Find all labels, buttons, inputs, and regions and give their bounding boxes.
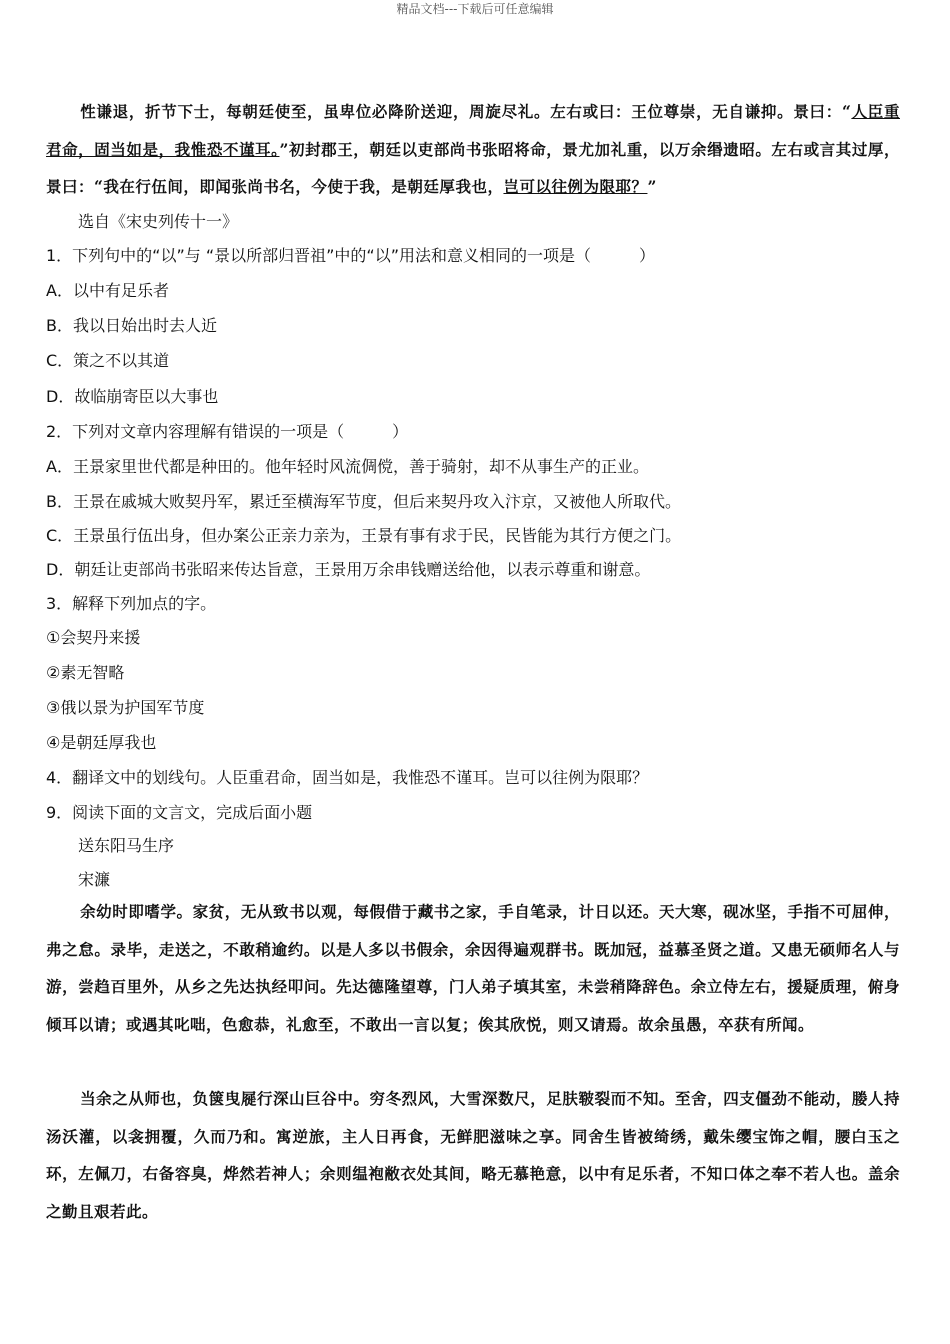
page-header: 精品文档---下载后可任意编辑 bbox=[396, 2, 554, 16]
q1-option-a: A．以中有足乐者 bbox=[46, 281, 169, 300]
question-1-stem: 1．下列句中的“以”与 “景以所部归晋祖”中的“以”用法和意义相同的一项是（ ） bbox=[46, 246, 656, 265]
essay-author: 宋濂 bbox=[78, 870, 111, 889]
q3-item-3: ③俄以景为护国军节度 bbox=[46, 698, 205, 717]
question-3-stem: 3．解释下列加点的字。 bbox=[46, 594, 217, 613]
q2-option-b: B．王景在戚城大败契丹军，累迁至横海军节度，但后来契丹攻入汴京，又被他人所取代。 bbox=[46, 492, 681, 511]
q1-option-d: D．故临崩寄臣以大事也 bbox=[46, 387, 219, 406]
q2-option-c: C．王景虽行伍出身，但办案公正亲力亲为，王景有事有求于民，民皆能为其行方便之门。 bbox=[46, 526, 682, 545]
underlined-sentence-1: 人臣重君命，固当如是，我惟恐不谨耳。 bbox=[46, 102, 900, 159]
question-9-stem: 9．阅读下面的文言文，完成后面小题 bbox=[46, 803, 313, 822]
essay-paragraph-2 bbox=[46, 1080, 900, 1230]
question-2-stem: 2．下列对文章内容理解有错误的一项是（ ） bbox=[46, 422, 409, 441]
passage-paragraph bbox=[46, 93, 900, 206]
dotted-char-hou: 厚 · bbox=[439, 177, 455, 196]
q3-item-4: ④是朝廷厚我也 bbox=[46, 733, 157, 752]
passage-text-e: 我也， bbox=[455, 177, 504, 196]
passage-text-g: ” bbox=[647, 177, 657, 196]
q2-option-d: D．朝廷让吏部尚书张昭来传达旨意，王景用万余串钱赠送给他，以表示尊重和谢意。 bbox=[46, 560, 651, 579]
essay-p2-text: 当余之从师也，负箧曳屣行深山巨谷中。穷冬烈风，大雪深数尺，足肤皲裂而不知。至舍，四支僵劲不能动，媵人持汤沃灌，以衾拥覆，久而乃和。寓逆旅，主人日再食，无鲜肥滋味之享。同舍生皆被绮绣，戴朱缨宝饰之帽，腰白玉之环，左佩刀，右备容臭，烨然若神人；余则缊袍敝衣处其间，略无慕艳意，以中有足乐者，不知口体之奉不若人也。盖余之勤且艰若此。 bbox=[46, 1089, 900, 1221]
underlined-sentence-2: 岂可以往例为限耶？ bbox=[503, 177, 648, 196]
source-line: 选自《宋史列传十一》 bbox=[78, 212, 239, 231]
essay-p1-text: 余幼时即嗜学。家贫，无从致书以观，每假借于藏书之家，手自笔录，计日以还。天大寒，砚冰坚，手指不可屈伸，弗之怠。录毕，走送之，不敢稍逾约。以是人多以书假余，余因得遍观群书。既加冠，益慕圣贤之道。又患无硕师名人与游，尝趋百里外，从乡之先达执经叩问。先达德隆望尊，门人弟子填其室，未尝稍降辞色。余立侍左右，援疑质理，俯身倾耳以请；或遇其叱咄，色愈恭，礼愈至，不敢出一言以复；俟其欣悦，则又请焉。故余虽愚，卒获有所闻。 bbox=[46, 902, 900, 1034]
question-4: 4．翻译文中的划线句。人臣重君命，固当如是，我惟恐不谨耳。岂可以往例为限耶？ bbox=[46, 768, 649, 787]
essay-paragraph-1 bbox=[46, 893, 900, 1043]
q2-option-a: A．王景家里世代都是种田的。他年轻时风流倜傥，善于骑射，却不从事生产的正业。 bbox=[46, 457, 649, 476]
q1-option-b: B．我以日始出时去人近 bbox=[46, 316, 217, 335]
q3-item-2: ②素无智略 bbox=[46, 663, 125, 682]
q1-option-c: C．策之不以其道 bbox=[46, 351, 170, 370]
passage-text-a: 性谦退，折节下士，每朝廷使至，虽卑位必降阶送迎，周旋尽礼。左右或曰：王位尊崇，无自谦抑。景曰：“ bbox=[80, 102, 852, 121]
passage-text-c: ”初封郡王，朝廷以吏部尚书张昭将命，景尤加礼重，以万余缗遗昭。左右或言其过厚，景曰：“我在行伍间，即闻张尚书名，今使于我，是朝廷 bbox=[46, 139, 900, 196]
essay-title: 送东阳马生序 bbox=[78, 836, 175, 855]
q3-item-1: ①会契丹来援 bbox=[46, 628, 141, 647]
